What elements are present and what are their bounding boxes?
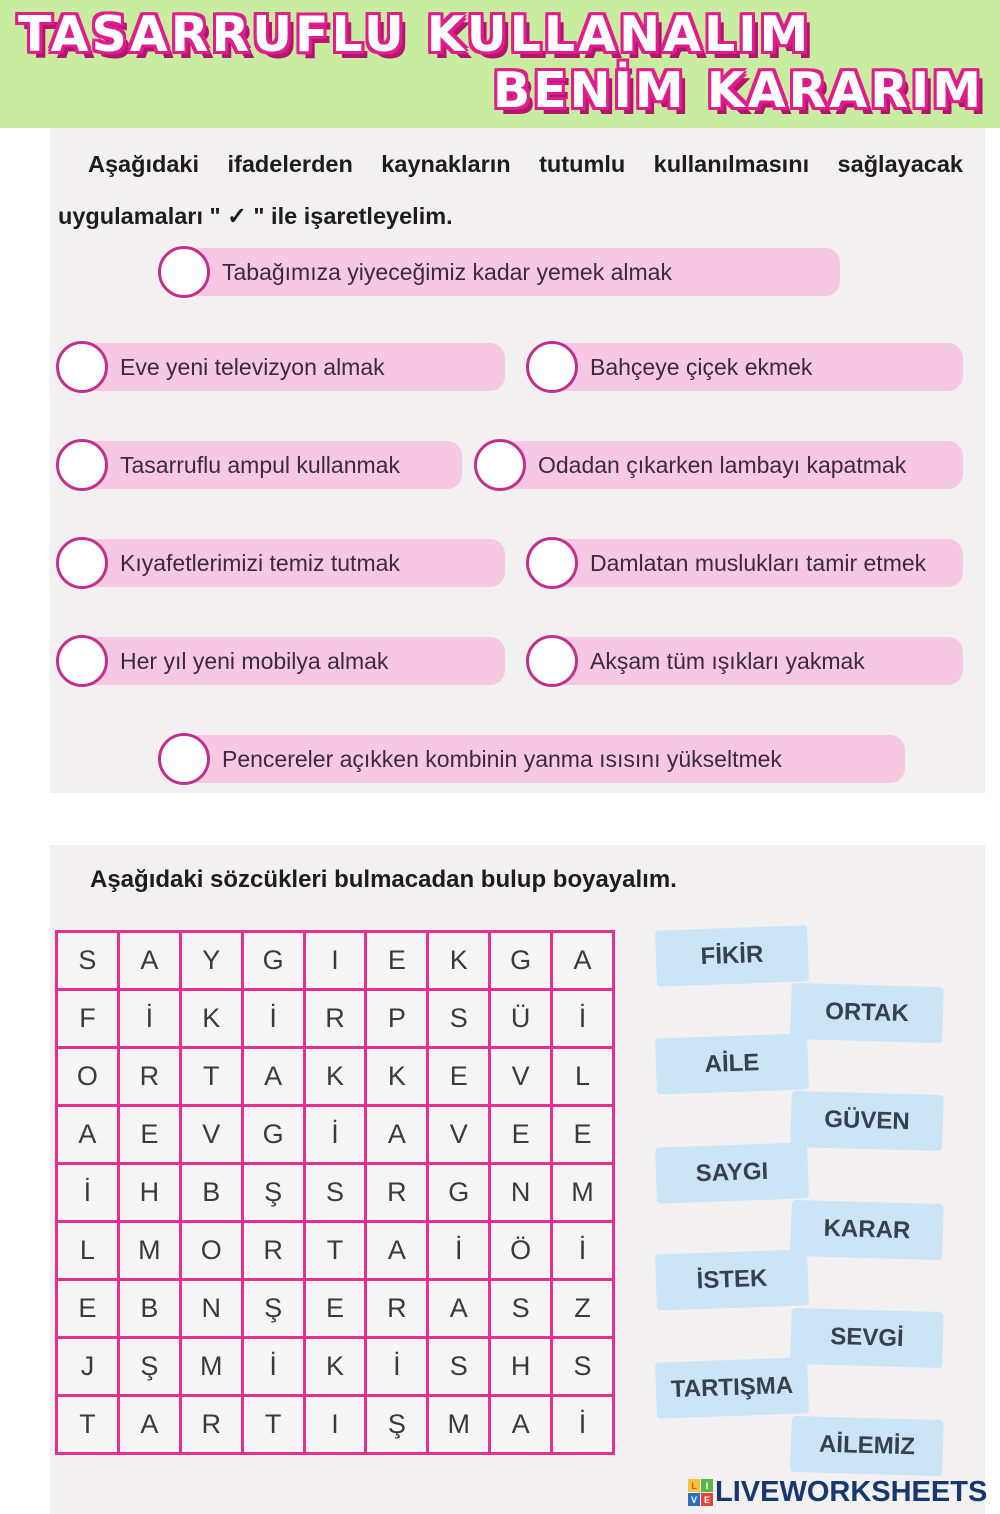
check-item-yemek (158, 246, 840, 298)
word-chip: AİLEMİZ (790, 1416, 944, 1476)
grid-cell[interactable]: Ş (244, 1281, 303, 1336)
check-item-mobilya (56, 635, 505, 687)
check-item-label: Bahçeye çiçek ekmek (552, 343, 963, 391)
grid-cell[interactable]: İ (58, 1165, 117, 1220)
grid-cell[interactable]: J (58, 1339, 117, 1394)
grid-cell[interactable]: S (58, 933, 117, 988)
check-item-cicek (526, 341, 963, 393)
grid-cell[interactable]: A (367, 1107, 426, 1162)
grid-cell[interactable]: İ (120, 991, 179, 1046)
grid-cell[interactable]: A (491, 1397, 550, 1452)
grid-cell[interactable]: T (58, 1397, 117, 1452)
checkbox-circle[interactable] (56, 439, 108, 491)
grid-cell[interactable]: G (491, 933, 550, 988)
l-tile: L (688, 1479, 700, 1492)
word-chip: FİKİR (655, 925, 809, 986)
grid-cell[interactable]: O (182, 1223, 241, 1278)
grid-cell[interactable]: İ (553, 1397, 612, 1452)
grid-cell[interactable]: G (244, 933, 303, 988)
grid-cell[interactable]: R (367, 1281, 426, 1336)
check-item-label: Kıyafetlerimizi temiz tutmak (82, 539, 505, 587)
checkbox-circle[interactable] (158, 246, 210, 298)
worksheet-title-line1: TASARRUFLU KULLANALIM (18, 6, 812, 63)
header-banner (0, 0, 1000, 128)
e-tile: E (701, 1493, 713, 1506)
grid-cell[interactable]: I (306, 1397, 365, 1452)
word-chip: GÜVEN (790, 1091, 944, 1151)
check-item-televizyon (56, 341, 505, 393)
check-item-isik (526, 635, 963, 687)
grid-cell[interactable]: T (182, 1049, 241, 1104)
grid-cell[interactable]: Z (553, 1281, 612, 1336)
check-item-kombi (158, 733, 905, 785)
grid-cell[interactable]: B (182, 1165, 241, 1220)
check-item-kiyafet (56, 537, 505, 589)
check-item-label: Eve yeni televizyon almak (82, 343, 505, 391)
word-chip: KARAR (790, 1200, 944, 1260)
grid-cell[interactable]: A (429, 1281, 488, 1336)
grid-cell[interactable]: R (367, 1165, 426, 1220)
section1-instruction: Aşağıdaki ifadelerden kaynakların tutumlu kullanılmasını sağlayacak uygulamaları " ✓ " ile işaretleyelim. (58, 151, 963, 229)
i-tile: I (701, 1479, 713, 1492)
grid-cell[interactable]: S (429, 1339, 488, 1394)
grid-cell[interactable]: H (491, 1339, 550, 1394)
liveworksheets-logo[interactable] (688, 1476, 987, 1509)
grid-cell[interactable]: L (58, 1223, 117, 1278)
grid-cell[interactable]: K (306, 1049, 365, 1104)
grid-cell[interactable]: E (491, 1107, 550, 1162)
check-item-label: Akşam tüm ışıkları yakmak (552, 637, 963, 685)
v-tile: V (688, 1493, 700, 1506)
check-item-label: Her yıl yeni mobilya almak (82, 637, 505, 685)
grid-cell[interactable]: L (553, 1049, 612, 1104)
word-chip: AİLE (655, 1033, 809, 1094)
grid-cell[interactable]: G (244, 1107, 303, 1162)
grid-cell[interactable]: M (182, 1339, 241, 1394)
checkbox-circle[interactable] (474, 439, 526, 491)
checkbox-circle[interactable] (526, 635, 578, 687)
grid-cell[interactable]: A (244, 1049, 303, 1104)
checkbox-circle[interactable] (56, 537, 108, 589)
grid-cell[interactable]: Ş (367, 1397, 426, 1452)
word-chip: ORTAK (790, 983, 944, 1043)
grid-cell[interactable]: B (120, 1281, 179, 1336)
grid-cell[interactable]: A (553, 933, 612, 988)
grid-cell[interactable]: Ş (120, 1339, 179, 1394)
checkbox-circle[interactable] (526, 341, 578, 393)
grid-cell[interactable]: K (182, 991, 241, 1046)
grid-cell[interactable]: O (58, 1049, 117, 1104)
check-item-label: Tabağımıza yiyeceğimiz kadar yemek almak (184, 248, 840, 296)
grid-cell[interactable]: H (120, 1165, 179, 1220)
grid-cell[interactable]: N (182, 1281, 241, 1336)
grid-cell[interactable]: E (306, 1281, 365, 1336)
grid-cell[interactable]: S (306, 1165, 365, 1220)
grid-cell[interactable]: R (120, 1049, 179, 1104)
grid-cell[interactable]: I (306, 933, 365, 988)
grid-cell[interactable]: N (491, 1165, 550, 1220)
grid-cell[interactable]: M (553, 1165, 612, 1220)
check-item-label: Tasarruflu ampul kullanmak (82, 441, 462, 489)
grid-cell[interactable]: Ş (244, 1165, 303, 1220)
grid-cell[interactable]: M (429, 1397, 488, 1452)
grid-cell[interactable]: A (58, 1107, 117, 1162)
liveworksheets-icon (688, 1479, 713, 1506)
grid-cell[interactable]: P (367, 991, 426, 1046)
grid-cell[interactable]: İ (553, 991, 612, 1046)
grid-cell[interactable]: R (306, 991, 365, 1046)
grid-cell[interactable]: T (244, 1397, 303, 1452)
grid-cell[interactable]: K (306, 1339, 365, 1394)
grid-cell[interactable]: F (58, 991, 117, 1046)
grid-cell[interactable]: E (120, 1107, 179, 1162)
grid-cell[interactable]: E (367, 933, 426, 988)
checkbox-circle[interactable] (526, 537, 578, 589)
grid-cell[interactable]: S (429, 991, 488, 1046)
checkbox-circle[interactable] (158, 733, 210, 785)
grid-cell[interactable]: Ö (491, 1223, 550, 1278)
grid-cell[interactable]: V (491, 1049, 550, 1104)
check-item-label: Pencereler açıkken kombinin yanma ısısını yükseltmek (184, 735, 905, 783)
grid-cell[interactable]: S (491, 1281, 550, 1336)
section2-instruction: Aşağıdaki sözcükleri bulmacadan bulup boyayalım. (90, 866, 677, 893)
grid-cell[interactable]: A (367, 1223, 426, 1278)
word-chip: SAYGI (655, 1142, 809, 1203)
checkbox-circle[interactable] (56, 635, 108, 687)
grid-cell[interactable]: T (306, 1223, 365, 1278)
word-chip: İSTEK (655, 1249, 809, 1310)
grid-cell[interactable]: İ (553, 1223, 612, 1278)
check-item-musluk (526, 537, 963, 589)
grid-cell[interactable]: Y (182, 933, 241, 988)
grid-cell[interactable]: E (553, 1107, 612, 1162)
check-item-label: Damlatan muslukları tamir etmek (552, 539, 963, 587)
check-item-label: Odadan çıkarken lambayı kapatmak (500, 441, 963, 489)
worksheet-title-line2: BENİM KARARIM (492, 62, 984, 119)
checkbox-circle[interactable] (56, 341, 108, 393)
grid-cell[interactable]: İ (244, 1339, 303, 1394)
grid-cell[interactable]: V (182, 1107, 241, 1162)
grid-cell[interactable]: V (429, 1107, 488, 1162)
grid-cell[interactable]: İ (244, 991, 303, 1046)
word-chip: SEVGİ (790, 1308, 944, 1368)
grid-cell[interactable]: K (429, 933, 488, 988)
grid-cell[interactable]: K (367, 1049, 426, 1104)
grid-cell[interactable]: A (120, 933, 179, 988)
word-chip: TARTIŞMA (655, 1357, 809, 1418)
grid-cell[interactable]: İ (429, 1223, 488, 1278)
grid-cell[interactable]: İ (306, 1107, 365, 1162)
grid-cell[interactable]: E (429, 1049, 488, 1104)
grid-cell[interactable]: A (120, 1397, 179, 1452)
grid-cell[interactable]: G (429, 1165, 488, 1220)
grid-cell[interactable]: S (553, 1339, 612, 1394)
check-item-ampul (56, 439, 462, 491)
check-item-lamba (474, 439, 963, 491)
grid-cell[interactable]: E (58, 1281, 117, 1336)
grid-cell[interactable]: M (120, 1223, 179, 1278)
grid-cell[interactable]: R (182, 1397, 241, 1452)
liveworksheets-logo-text: LIVEWORKSHEETS (715, 1476, 988, 1508)
grid-cell[interactable]: R (244, 1223, 303, 1278)
grid-cell[interactable]: Ü (491, 991, 550, 1046)
grid-cell[interactable]: İ (367, 1339, 426, 1394)
word-search-grid (55, 930, 615, 1455)
